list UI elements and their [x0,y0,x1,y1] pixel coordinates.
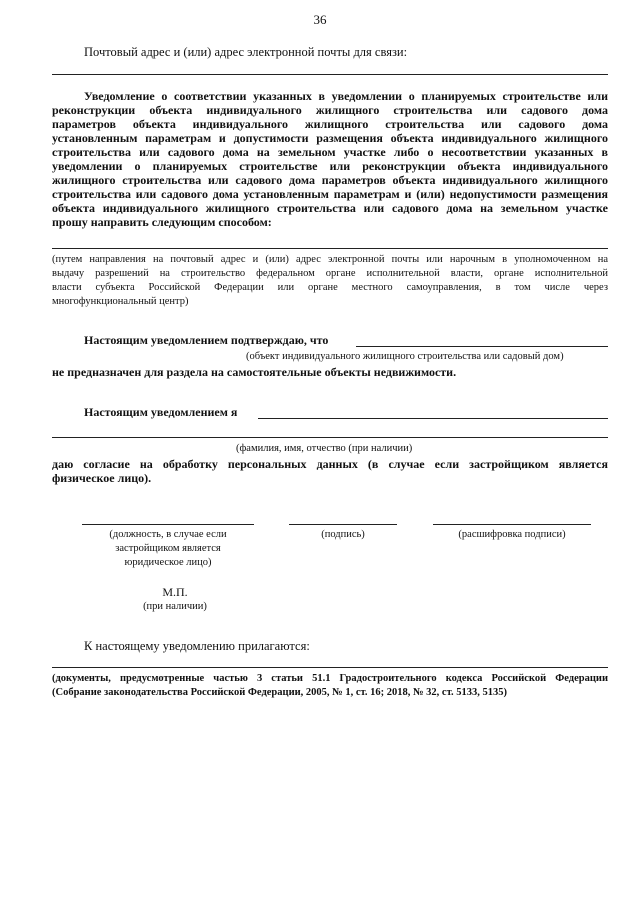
notification-line: строительства или садового дома на земельном участке либо о несоответствии указанных в [52,145,608,159]
notification-line: строительства или садового дома установленным параметрам и (или) недопустимости размещения [52,187,608,201]
confirm-lead: Настоящим уведомлением подтверждаю, что [84,333,329,347]
position-hint-line: юридическое лицо) [124,557,212,568]
consent-lead: Настоящим уведомлением я [84,405,238,419]
decoding-hint: (расшифровка подписи) [458,529,566,540]
attachments-note-line: (Собрание законодательства Российской Федерации, 2005, № 1, ст. 16; 2018, № 32, ст. 5133, 5135) [52,687,507,698]
decoding-field-line[interactable] [433,524,591,525]
notification-line: параметров объекта индивидуального жилищного строительства или садового дома [52,117,608,131]
consent-text-line: даю согласие на обработку персональных данных (в случае если застройщиком является [52,457,608,471]
full-name-field-line[interactable] [258,418,608,419]
notification-line: реконструкции объекта индивидуального жилищного строительства или садового дома [52,103,608,117]
delivery-note-line: власти субъекта Российской Федерации или органе местного самоуправления, в том числе через [52,282,608,293]
full-name-hint: (фамилия, имя, отчество (при наличии) [236,443,413,454]
contact-label: Почтовый адрес и (или) адрес электронной почты для связи: [84,45,408,59]
delivery-note-line: выдачу разрешений на строительство федеральном органе исполнительной власти, органе исполнительной [52,268,608,279]
contact-field-line[interactable] [52,74,608,75]
attachments-note-line: (документы, предусмотренные частью 3 статьи 51.1 Градостроительного кодекса Российской Федерации [52,673,608,684]
signature-field-line[interactable] [289,524,397,525]
full-name-field-line-2[interactable] [52,437,608,438]
stamp-note: (при наличии) [143,601,207,612]
attachments-label: К настоящему уведомлению прилагаются: [84,639,310,653]
delivery-method-field-line[interactable] [52,248,608,249]
position-hint-line: застройщиком является [115,543,221,554]
attachments-field-line[interactable] [52,667,608,668]
notification-line: объекта индивидуального жилищного строительства или садового дома на земельном участке [52,201,608,215]
confirm-tail: не предназначен для раздела на самостоятельные объекты недвижимости. [52,365,457,379]
position-hint-line: (должность, в случае если [109,529,227,540]
page-number: 36 [313,12,327,27]
consent-text-line: физическое лицо). [52,471,152,485]
notification-line: жилищного строительства или садового дома параметров объекта индивидуального жилищного [52,173,608,187]
position-field-line[interactable] [82,524,254,525]
notification-line: уведомлении о планируемых строительстве или реконструкции объекта индивидуального [52,159,608,173]
object-type-hint: (объект индивидуального жилищного строительства или садовый дом) [246,351,564,362]
signature-hint: (подпись) [321,529,365,540]
delivery-note-line: многофункциональный центр) [52,296,189,307]
object-type-field-line[interactable] [356,346,608,347]
delivery-note-line: (путем направления на почтовый адрес и (или) адрес электронной почты или нарочным в уполномоченном на [52,254,608,265]
notification-line: Уведомление о соответствии указанных в уведомлении о планируемых строительстве или [84,89,608,103]
stamp-label: М.П. [162,585,188,599]
notification-line: прошу направить следующим способом: [52,215,272,229]
notification-line: установленным параметрам и допустимости размещения объекта индивидуального жилищного [52,131,608,145]
